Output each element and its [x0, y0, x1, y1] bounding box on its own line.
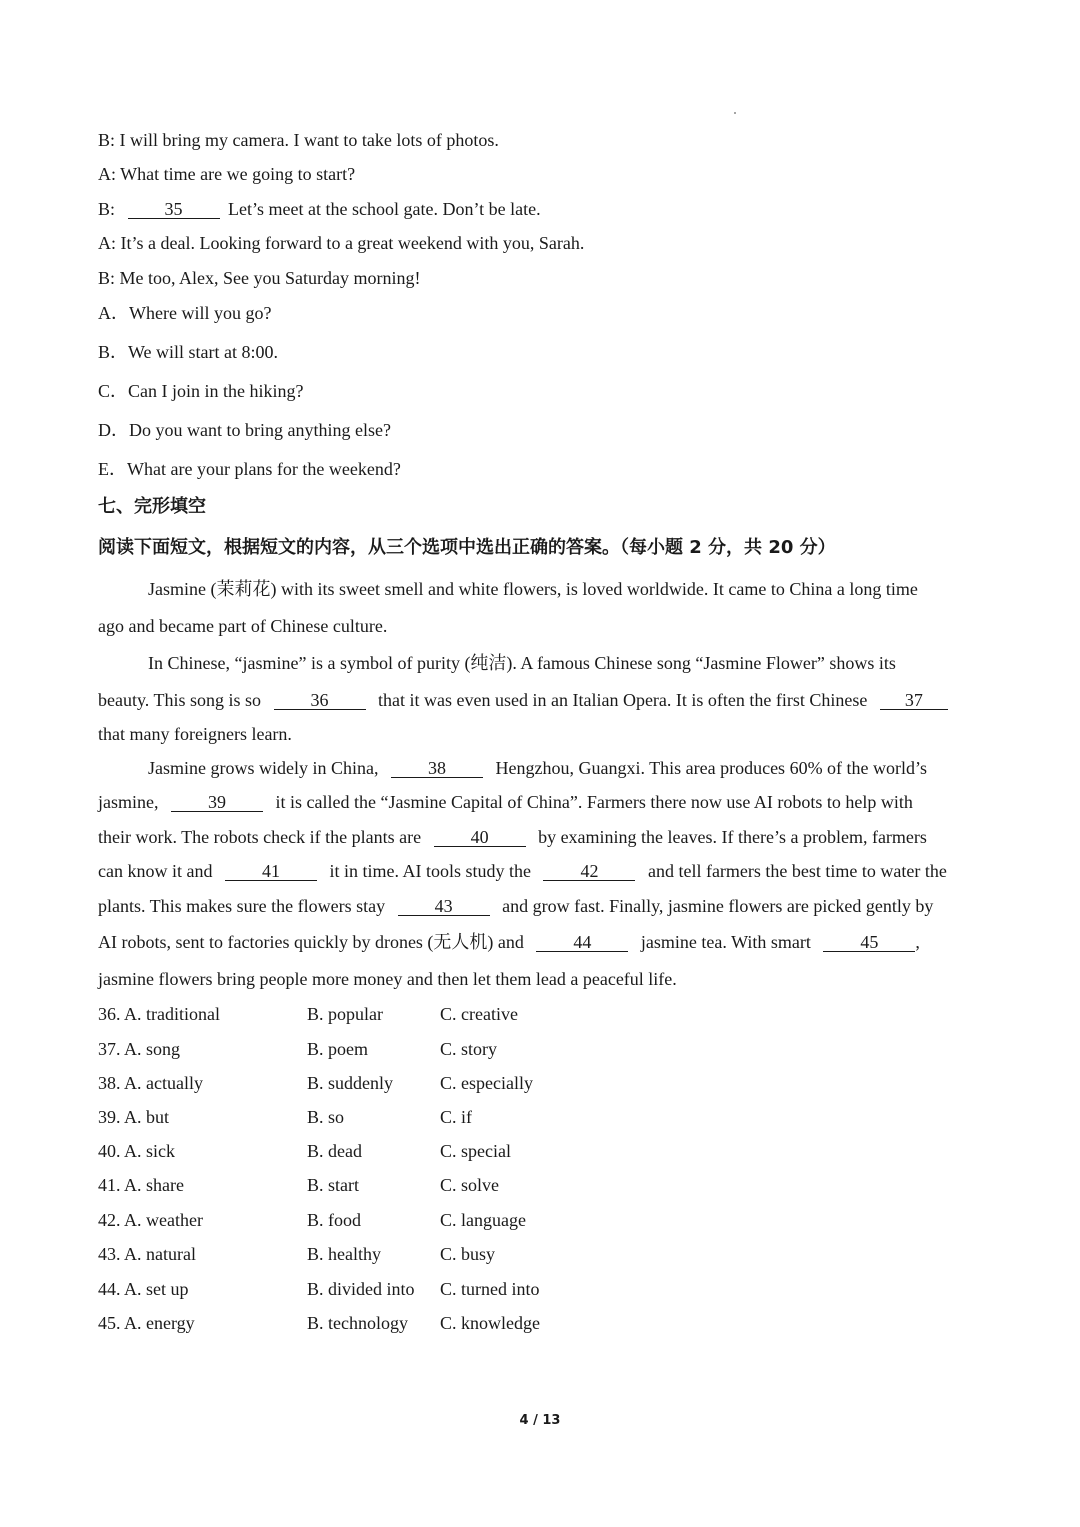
option-row-39: [98, 1106, 598, 1128]
option-a: 42. A. weather: [98, 1210, 203, 1230]
dialogue-option-a: A．Where will you go?: [98, 303, 272, 323]
passage-text: can know it and: [98, 861, 213, 881]
passage-text: their work. The robots check if the plants are: [98, 827, 422, 847]
blank-36: 36: [274, 691, 366, 710]
dialogue-line-2: A: What time are we going to start?: [98, 164, 356, 184]
blank-38: 38: [391, 759, 483, 778]
passage-text: jasmine,: [98, 792, 159, 812]
option-row-44: [98, 1278, 598, 1300]
option-row-40: [98, 1140, 598, 1162]
blank-42: 42: [543, 862, 635, 881]
blank-35: 35: [128, 200, 220, 219]
option-b: B. technology: [307, 1313, 408, 1333]
dialogue-option-d: D．Do you want to bring anything else?: [98, 420, 391, 440]
option-a: 37. A. song: [98, 1039, 181, 1059]
passage-p1-line-1: Jasmine (茉莉花) with its sweet smell and white flowers, is loved worldwide. It came to China a long time: [148, 579, 918, 599]
option-a: 39. A. but: [98, 1107, 170, 1127]
passage-text: that it was even used in an Italian Opera. It is often the first Chinese: [378, 690, 868, 710]
section-title: 七、完形填空: [98, 496, 206, 517]
option-b: B. suddenly: [307, 1073, 394, 1093]
option-b: B. start: [307, 1175, 359, 1195]
option-row-36: [98, 1003, 598, 1025]
passage-p3-line-5: [98, 895, 933, 917]
passage-p2-line-3: that many foreigners learn.: [98, 724, 292, 744]
blank-45: 45: [823, 933, 915, 952]
passage-text: it is called the “Jasmine Capital of China”. Farmers there now use AI robots to help with: [275, 792, 913, 812]
option-c: C. special: [440, 1141, 511, 1161]
option-c: C. turned into: [440, 1279, 540, 1299]
scan-speck: [734, 112, 736, 114]
option-row-43: [98, 1243, 598, 1265]
option-b: B. poem: [307, 1039, 368, 1059]
option-a: 44. A. set up: [98, 1279, 189, 1299]
option-b: B. food: [307, 1210, 361, 1230]
option-c: C. busy: [440, 1244, 496, 1264]
passage-p3-line-3: [98, 826, 927, 848]
speaker-label: B:: [98, 199, 116, 219]
passage-p3-line-2: [98, 791, 913, 813]
option-row-41: [98, 1174, 598, 1196]
passage-text: jasmine tea. With smart: [640, 932, 811, 952]
passage-text: and tell farmers the best time to water the: [647, 861, 947, 881]
blank-39: 39: [171, 793, 263, 812]
option-b: B. so: [307, 1107, 345, 1127]
option-c: C. story: [440, 1039, 498, 1059]
dialogue-line-3: [98, 198, 541, 220]
passage-text: by examining the leaves. If there’s a problem, farmers: [538, 827, 927, 847]
dialogue-line-4: A: It’s a deal. Looking forward to a great weekend with you, Sarah.: [98, 233, 585, 253]
dialogue-option-c: C．Can I join in the hiking?: [98, 381, 304, 401]
passage-text: and grow fast. Finally, jasmine flowers are picked gently by: [502, 896, 934, 916]
blank-43: 43: [398, 897, 490, 916]
option-b: B. popular: [307, 1004, 383, 1024]
option-row-42: [98, 1209, 598, 1231]
blank-40: 40: [434, 828, 526, 847]
page-number: 4 / 13: [519, 1413, 561, 1428]
section-instruction: 阅读下面短文，根据短文的内容，从三个选项中选出正确的答案。（每小题 2 分，共 20 分）: [98, 537, 836, 558]
passage-text: AI robots, sent to factories quickly by drones (无人机) and: [98, 932, 524, 952]
option-b: B. healthy: [307, 1244, 381, 1264]
dialogue-line-1: B: I will bring my camera. I want to take lots of photos.: [98, 130, 499, 150]
passage-p3-line-1: [148, 757, 927, 779]
passage-text: it in time. AI tools study the: [329, 861, 531, 881]
option-c: C. language: [440, 1210, 526, 1230]
passage-p2-line-1: In Chinese, “jasmine” is a symbol of purity (纯洁). A famous Chinese song “Jasmine Flower” shows its: [148, 653, 896, 673]
option-c: C. creative: [440, 1004, 518, 1024]
option-c: C. knowledge: [440, 1313, 540, 1333]
option-c: C. especially: [440, 1073, 533, 1093]
option-a: 36. A. traditional: [98, 1004, 220, 1024]
option-a: 45. A. energy: [98, 1313, 195, 1333]
dialogue-option-e: E．What are your plans for the weekend?: [98, 459, 401, 479]
option-c: C. solve: [440, 1175, 500, 1195]
blank-44: 44: [536, 933, 628, 952]
passage-text: plants. This makes sure the flowers stay: [98, 896, 386, 916]
passage-p3-line-4: [98, 860, 947, 882]
dialogue-line-3-text: Let’s meet at the school gate. Don’t be late.: [228, 199, 541, 219]
option-a: 38. A. actually: [98, 1073, 203, 1093]
option-b: B. divided into: [307, 1279, 415, 1299]
option-a: 41. A. share: [98, 1175, 184, 1195]
dialogue-option-b: B．We will start at 8:00.: [98, 342, 279, 362]
option-c: C. if: [440, 1107, 473, 1127]
passage-text: Jasmine grows widely in China,: [148, 758, 379, 778]
option-row-38: [98, 1072, 598, 1094]
blank-37: 37: [880, 691, 948, 710]
option-b: B. dead: [307, 1141, 362, 1161]
passage-p3-line-6: [98, 931, 920, 953]
option-row-45: [98, 1312, 598, 1334]
passage-text: Hengzhou, Guangxi. This area produces 60% of the world’s: [495, 758, 928, 778]
passage-p2-line-2: [98, 689, 952, 711]
passage-text: ,: [915, 932, 920, 952]
passage-p1-line-2: ago and became part of Chinese culture.: [98, 616, 388, 636]
option-a: 40. A. sick: [98, 1141, 176, 1161]
blank-41: 41: [225, 862, 317, 881]
passage-p3-line-7: jasmine flowers bring people more money and then let them lead a peaceful life.: [98, 969, 677, 989]
passage-text: beauty. This song is so: [98, 690, 262, 710]
option-a: 43. A. natural: [98, 1244, 196, 1264]
dialogue-line-5: B: Me too, Alex, See you Saturday morning!: [98, 268, 421, 288]
option-row-37: [98, 1038, 598, 1060]
